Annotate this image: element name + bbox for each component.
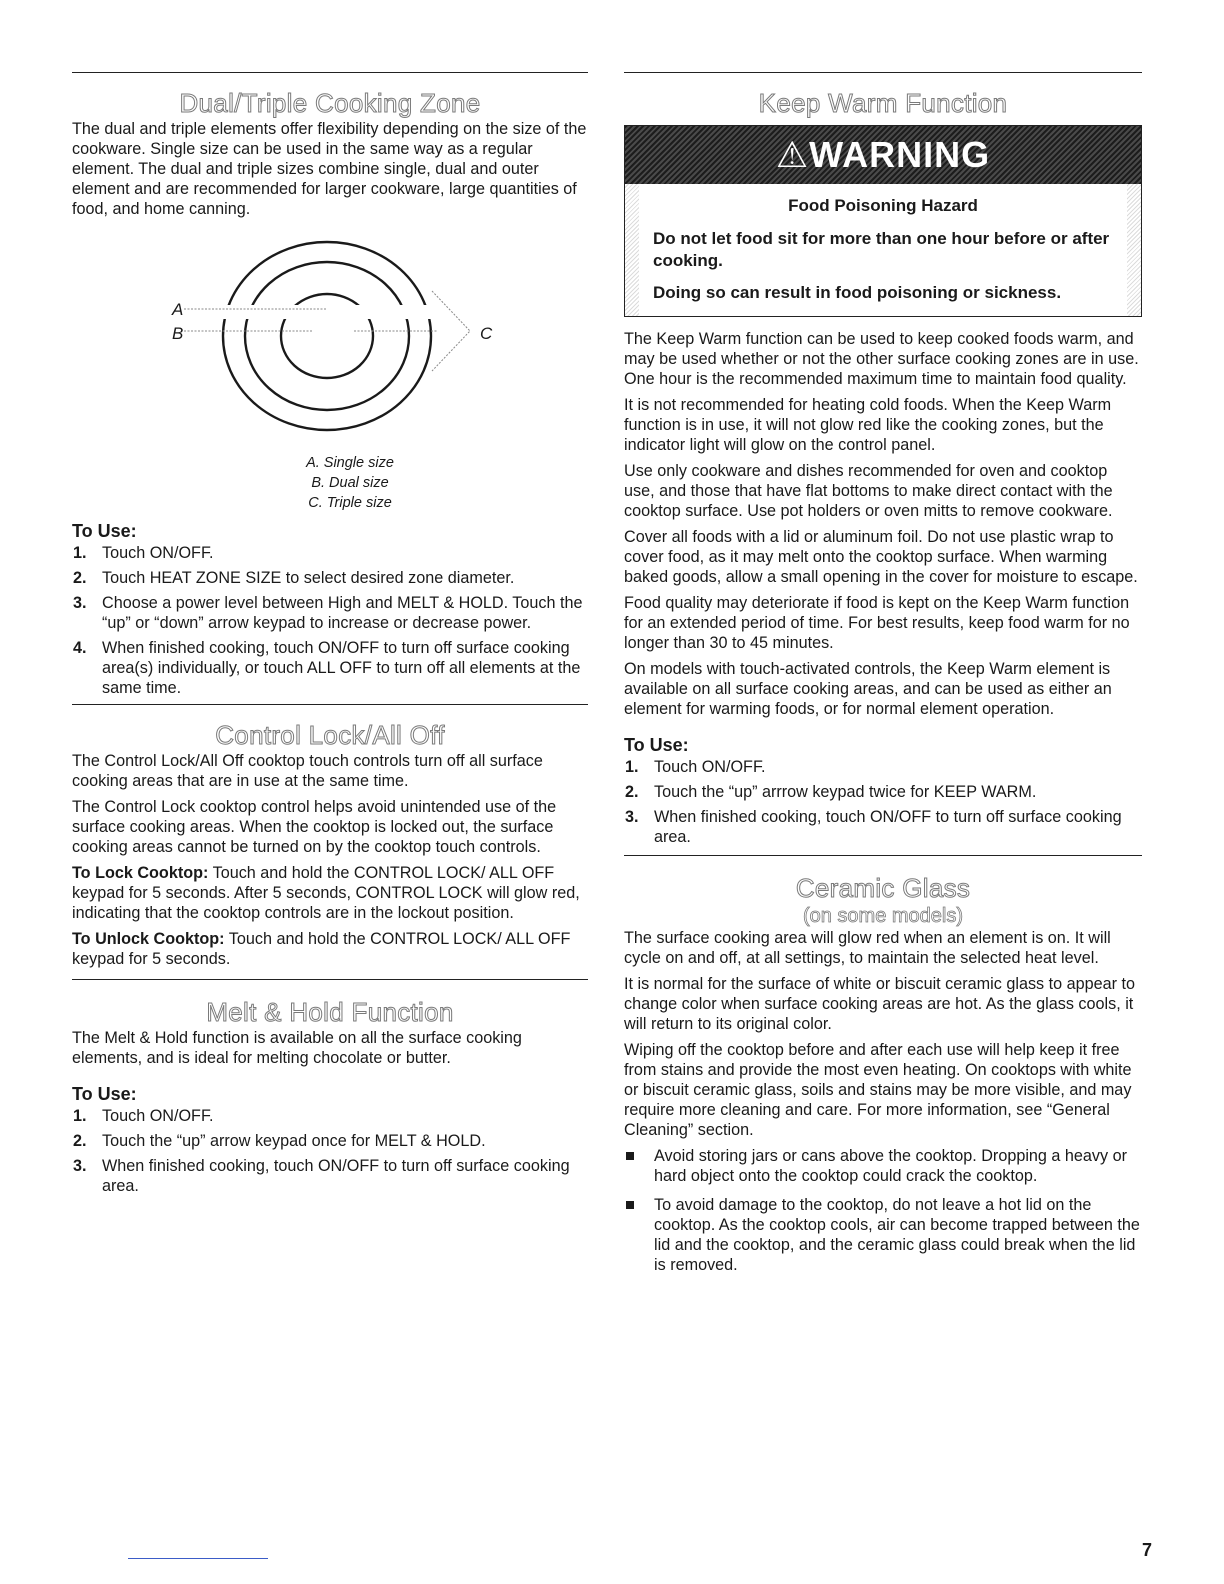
leader-arrow-c xyxy=(432,291,470,371)
warning-label: ⚠WARNING xyxy=(775,134,991,175)
diagram-cutaway xyxy=(217,305,437,319)
step-item: 2. Touch HEAT ZONE SIZE to select desired zone diameter. xyxy=(73,569,515,587)
steps-list xyxy=(72,1106,588,1196)
bullet-square-icon xyxy=(626,1152,634,1160)
step-item: 1. Touch ON/OFF. xyxy=(73,544,214,562)
step-text: When finished cooking, touch ON/OFF to turn off surface cooking area. xyxy=(102,1157,570,1195)
bullet-text: To avoid damage to the cooktop, do not leave a hot lid on the cooktop. As the cooktop cools, air can become trapped between the lid and the cooktop, and the ceramic glass could break when the lid is removed. xyxy=(654,1196,1140,1274)
body-text: The Control Lock/All Off cooktop touch controls turn off all surface cooking areas that are in use at the same time. xyxy=(72,752,543,790)
warning-box xyxy=(624,125,1142,317)
step-text: Choose a power level between High and MELT & HOLD. Touch the “up” or “down” arrow keypad to increase or decrease power. xyxy=(102,594,583,632)
unlock-text: Touch and hold the CONTROL LOCK/ ALL OFF keypad for 5 seconds. xyxy=(72,930,571,968)
body-text: The Melt & Hold function is available on all the surface cooking elements, and is ideal for melting chocolate or butter. xyxy=(72,1029,522,1067)
body-text: Food quality may deteriorate if food is kept on the Keep Warm function for an extended period of time. For best results, keep food warm for no longer than 30 to 45 minutes. xyxy=(624,594,1130,652)
warning-content xyxy=(639,184,1127,316)
step-text: Touch ON/OFF. xyxy=(102,544,214,562)
keep-warm-section xyxy=(624,73,1142,847)
step-text: Touch ON/OFF. xyxy=(654,758,766,776)
body-text: It is normal for the surface of white or biscuit ceramic glass to appear to change color when surface cooking areas are hot. As the glass cools, it will return to its original color. xyxy=(624,975,1136,1033)
bullet-text: Avoid storing jars or cans above the cooktop. Dropping a heavy or hard object onto the cooktop could crack the cooktop. xyxy=(654,1147,1128,1185)
list-item xyxy=(624,1146,1142,1186)
body-text: Cover all foods with a lid or aluminum foil. Do not use plastic wrap to cover food, as it may melt onto the cooktop surface. When warming baked goods, allow a small opening in the cover for moisture to escape. xyxy=(624,528,1138,586)
body-text: The Keep Warm function can be used to keep cooked foods warm, and may be used whether or not the other surface cooking zones are in use. One hour is the recommended maximum time to maintain food quality. xyxy=(624,330,1139,388)
zone-rings-illustration xyxy=(72,233,588,483)
footer-line xyxy=(128,1558,268,1559)
caption-b: B. Dual size xyxy=(311,475,389,491)
step-item: 1. Touch ON/OFF. xyxy=(625,758,766,776)
melt-hold-section xyxy=(72,980,588,1196)
label-c: C xyxy=(480,324,493,343)
step-text: Touch the “up” arrrow keypad twice for KEEP WARM. xyxy=(654,783,1037,801)
to-use-heading: To Use: xyxy=(624,735,689,755)
cooking-zone-diagram xyxy=(72,233,588,483)
step-text: When finished cooking, touch ON/OFF to turn off surface cooking area(s) individually, or touch ALL OFF to turn off all elements at the same time. xyxy=(102,639,581,697)
step-item: 2. Touch the “up” arrow keypad once for MELT & HOLD. xyxy=(73,1132,486,1150)
bullet-square-icon xyxy=(626,1201,634,1209)
bullet-list xyxy=(624,1146,1142,1275)
section-subheading: (on some models) xyxy=(802,905,964,927)
step-text: Touch the “up” arrow keypad once for MELT & HOLD. xyxy=(102,1132,486,1150)
step-item: 3. Choose a power level between High and MELT & HOLD. Touch the “up” or “down” arrow keypad to increase or decrease power. xyxy=(73,594,583,632)
ceramic-glass-section xyxy=(624,856,1142,1275)
warning-body xyxy=(625,184,1141,316)
left-column xyxy=(72,72,588,1201)
caption-c: C. Triple size xyxy=(308,495,392,511)
control-lock-section xyxy=(72,705,588,969)
middle-ring xyxy=(245,262,409,410)
section-heading: Keep Warm Function xyxy=(758,88,1008,118)
warning-line: Do not let food sit for more than one hour before or after cooking. xyxy=(653,229,1110,270)
to-use-heading: To Use: xyxy=(72,1084,137,1104)
step-item: 2. Touch the “up” arrrow keypad twice for KEEP WARM. xyxy=(625,783,1037,801)
unlock-label: To Unlock Cooktop: xyxy=(72,930,225,948)
label-b: B xyxy=(172,324,184,343)
step-item: 4. When finished cooking, touch ON/OFF to turn off surface cooking area(s) individually, or touch ALL OFF to turn off all elements at the same time. xyxy=(73,639,581,697)
section-heading: Dual/Triple Cooking Zone xyxy=(179,88,481,118)
body-text: Use only cookware and dishes recommended for oven and cooktop use, and those that have flat bottoms to make direct contact with the cooktop surface. Use pot holders or oven mitts to remove cookware. xyxy=(624,462,1113,520)
step-item: 3. When finished cooking, touch ON/OFF to turn off surface cooking area. xyxy=(625,808,1122,846)
warning-title: Food Poisoning Hazard xyxy=(788,196,978,215)
section-heading: Ceramic Glass xyxy=(795,873,971,903)
body-text: The Control Lock cooktop control helps avoid unintended use of the surface cooking areas. When the cooktop is locked out, the surface cooking areas cannot be turned on by the cooktop touch controls. xyxy=(72,798,557,856)
body-text: It is not recommended for heating cold foods. When the Keep Warm function is in use, it will not glow red like the cooking zones, but the indicator light will glow on the control panel. xyxy=(624,396,1112,454)
lock-label: To Lock Cooktop: xyxy=(72,864,209,882)
page-number: 7 xyxy=(1141,1540,1152,1560)
lock-text: Touch and hold the CONTROL LOCK/ ALL OFF keypad for 5 seconds. After 5 seconds, CONTROL LOCK will glow red, indicating that the cooktop controls are in the lockout position. xyxy=(72,864,580,922)
body-text: Wiping off the cooktop before and after each use will help keep it free from stains and provide the most even heating. On cooktops with white or biscuit ceramic glass, soils and stains may be more visible, and may require more cleaning and care. For more information, see “General Cleaning” section. xyxy=(624,1041,1132,1139)
caption-a: A. Single size xyxy=(306,455,394,471)
steps-list xyxy=(72,543,588,698)
to-use-heading: To Use: xyxy=(72,521,137,541)
body-text: The surface cooking area will glow red when an element is on. It will cycle on and off, at all settings, to maintain the selected heat level. xyxy=(624,929,1111,967)
warning-banner xyxy=(625,126,1141,184)
outer-ring xyxy=(223,242,431,430)
body-text: The dual and triple elements offer flexibility depending on the size of the cookware. Single size can be used in the same way as a regular element. The dual and triple sizes combine single, dual and outer element and are recommended for larger cookware, large quantities of food, and home canning. xyxy=(72,120,587,218)
step-text: Touch ON/OFF. xyxy=(102,1107,214,1125)
step-text: When finished cooking, touch ON/OFF to turn off surface cooking area. xyxy=(654,808,1122,846)
warning-line: Doing so can result in food poisoning or sickness. xyxy=(653,283,1062,302)
step-item: 3. When finished cooking, touch ON/OFF to turn off surface cooking area. xyxy=(73,1157,570,1195)
section-heading: Control Lock/All Off xyxy=(215,720,445,750)
label-a: A xyxy=(172,300,184,319)
step-text: Touch HEAT ZONE SIZE to select desired zone diameter. xyxy=(102,569,515,587)
right-column xyxy=(624,72,1142,1284)
unlock-instructions xyxy=(72,929,588,969)
list-item xyxy=(624,1195,1142,1275)
step-item: 1. Touch ON/OFF. xyxy=(73,1107,214,1125)
lock-instructions xyxy=(72,863,588,923)
steps-list xyxy=(624,757,1142,847)
body-text: On models with touch-activated controls, the Keep Warm element is available on all surface cooking areas, and can be used as either an element for warming foods, or for normal element operation. xyxy=(624,660,1112,718)
dual-triple-section xyxy=(72,73,588,698)
section-heading: Melt & Hold Function xyxy=(206,997,454,1027)
